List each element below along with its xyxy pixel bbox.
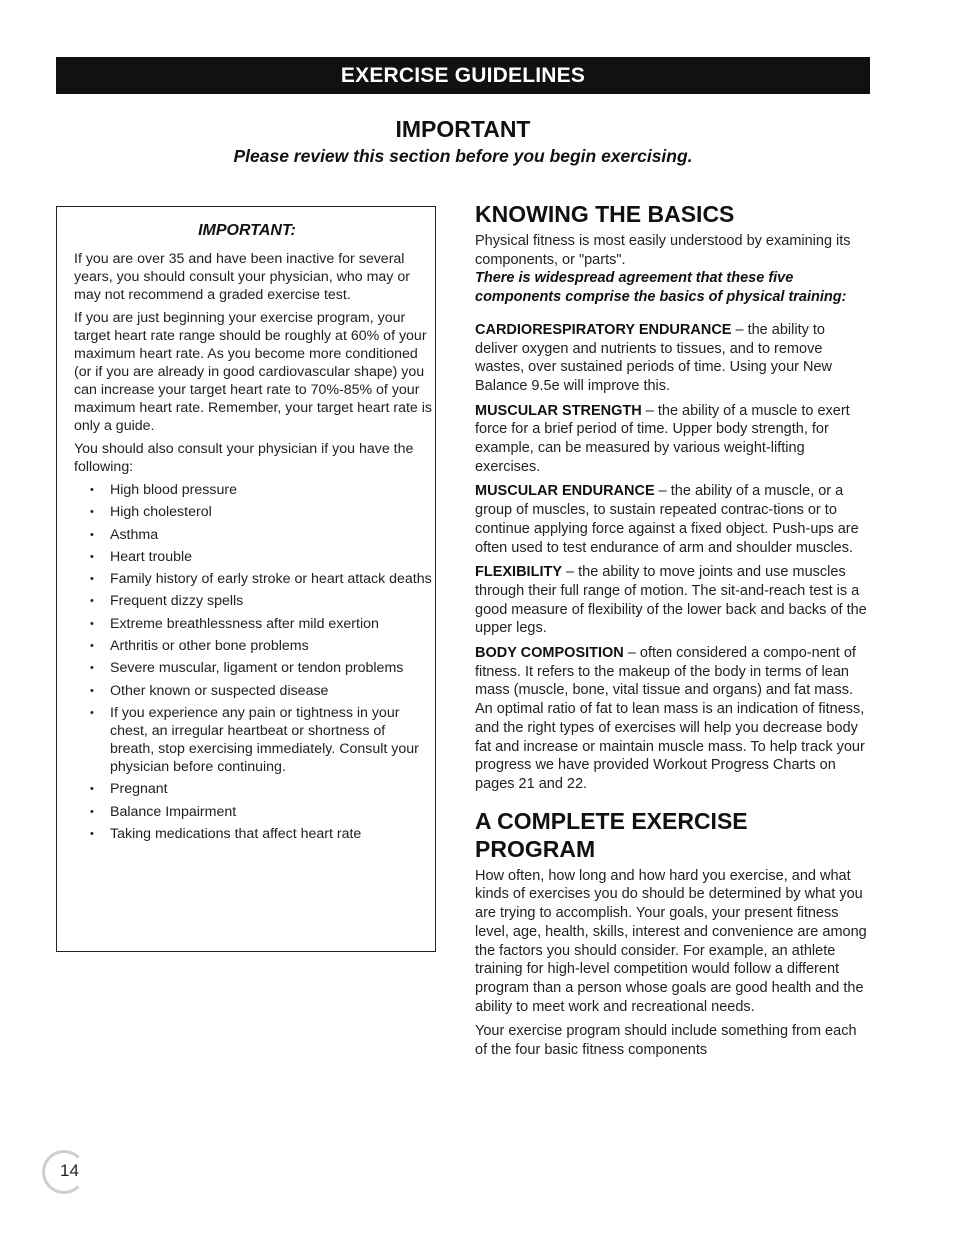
bullet-icon: • <box>90 662 94 675</box>
important-subtitle: Please review this section before you begin exercising. <box>233 146 693 166</box>
list-item: • Extreme breathlessness after mild exertion <box>90 615 379 632</box>
list-item: • Taking medications that affect heart rate <box>90 825 362 842</box>
bullet-icon: • <box>90 706 94 719</box>
bullet-icon: • <box>90 640 94 653</box>
bullet-icon: • <box>90 506 94 519</box>
list-item: • High blood pressure <box>90 482 237 498</box>
box-paragraph-1: If you are over 35 and have been inactive for several years, you should consult your physician, who may or may not recommend a graded exercise test. <box>74 251 410 303</box>
right-column <box>475 200 870 1066</box>
list-item: • Asthma <box>90 526 159 543</box>
list-item: • Other known or suspected disease <box>90 682 329 699</box>
component-cardiorespiratory: CARDIORESPIRATORY ENDURANCE – the ability to deliver oxygen and nutrients to tissues, and to remove wastes, over sustained periods of time. Using your New Balance 9.5e will improve this. <box>475 321 833 394</box>
list-item: • Family history of early stroke or heart attack deaths <box>90 571 432 588</box>
program-paragraph-1: How often, how long and how hard you exercise, and what kinds of exercises you do should be determined by what you are trying to accomplish. Your goals, your present fitness level, age, health, skills, interest and convenience are among the factors you should consider. For example, an athlete training for high-level competition would follow a different program than a person whose goals are good health and the ability to meet work and recreational needs. <box>475 867 867 1015</box>
bullet-icon: • <box>90 783 94 796</box>
component-flexibility: FLEXIBILITY – the ability to move joints and use muscles through their full range of motion. The sit-and-reach test is a good measure of flexibility of the lower back and backs of the upper legs. <box>475 564 867 637</box>
bullet-icon: • <box>90 684 94 697</box>
component-muscular-strength: MUSCULAR STRENGTH – the ability of a muscle to exert force for a brief period of time. Upper body strength, for example, can be measured by various weight-lifting exercises. <box>475 402 850 475</box>
box-paragraph-2: If you are just beginning your exercise program, your target heart rate range should be roughly at 60% of your maximum heart rate. As you become more conditioned (or if you are already in good cardiovascular shape) you can increase your target heart rate to 70%-85% of your maximum heart rate. Remember, your target heart rate is only a guide. <box>74 310 432 434</box>
bullet-icon: • <box>90 550 94 563</box>
list-item: • High cholesterol <box>90 504 212 521</box>
basics-intro: Physical fitness is most easily understood by examining its components, or "parts". <box>475 233 851 268</box>
page-number: 14 <box>60 1161 79 1180</box>
basics-emphasis: There is widespread agreement that these five components comprise the basics of physical training: <box>475 270 847 306</box>
list-item: • Heart trouble <box>90 548 193 565</box>
bullet-icon: • <box>90 595 94 608</box>
program-paragraph-2: Your exercise program should include something from each of the four basic fitness components <box>475 1023 857 1059</box>
bullet-icon: • <box>90 805 94 818</box>
list-item: • Severe muscular, ligament or tendon problems <box>90 660 404 677</box>
program-heading: A COMPLETE EXERCISE PROGRAM <box>475 807 748 862</box>
list-item: • Arthritis or other bone problems <box>90 638 309 655</box>
list-item: • If you experience any pain or tightness in your chest, an irregular heartbeat or shortness of breath, stop exercising immediately. Consult your physician before continuing. <box>90 704 419 775</box>
important-box <box>56 206 436 952</box>
bullet-icon: • <box>90 617 94 630</box>
basics-heading: KNOWING THE BASICS <box>475 201 735 227</box>
bullet-icon: • <box>90 484 94 496</box>
box-paragraph-3: You should also consult your physician if you have the following: <box>74 441 414 475</box>
component-term: MUSCULAR ENDURANCE <box>475 483 655 500</box>
component-body-composition: BODY COMPOSITION – often considered a compo-nent of fitness. It refers to the makeup of the body in terms of lean mass (muscle, bone, vital tissue and organs) and fat mass. An optimal ratio of fat to lean mass is an indication of fitness, and the right types of exercises will help you decrease body fat and increase or maintain muscle mass. To help track your progress we have provided Workout Progress Charts on pages 21 and 22. <box>475 645 865 792</box>
bullet-icon: • <box>90 827 94 840</box>
list-item: • Balance Impairment <box>90 803 237 820</box>
list-item: • Frequent dizzy spells <box>90 593 244 610</box>
condition-list <box>74 481 432 843</box>
box-body <box>74 250 432 847</box>
component-term: FLEXIBILITY <box>475 564 562 581</box>
bullet-icon: • <box>90 573 94 586</box>
list-item: • Pregnant <box>90 781 168 798</box>
important-title: IMPORTANT <box>395 116 531 142</box>
component-term: MUSCULAR STRENGTH <box>475 402 642 419</box>
component-term: BODY COMPOSITION <box>475 645 624 662</box>
section-banner: EXERCISE GUIDELINES <box>56 57 870 94</box>
component-term: CARDIORESPIRATORY ENDURANCE <box>475 321 732 338</box>
component-muscular-endurance: MUSCULAR ENDURANCE – the ability of a muscle, or a group of muscles, to sustain repeated contrac-tions or to continue applying force against a fixed object. Push-ups are often used to test endurance of arm and shoulder muscles. <box>475 483 859 556</box>
box-title: IMPORTANT: <box>198 222 296 239</box>
bullet-icon: • <box>90 528 94 541</box>
